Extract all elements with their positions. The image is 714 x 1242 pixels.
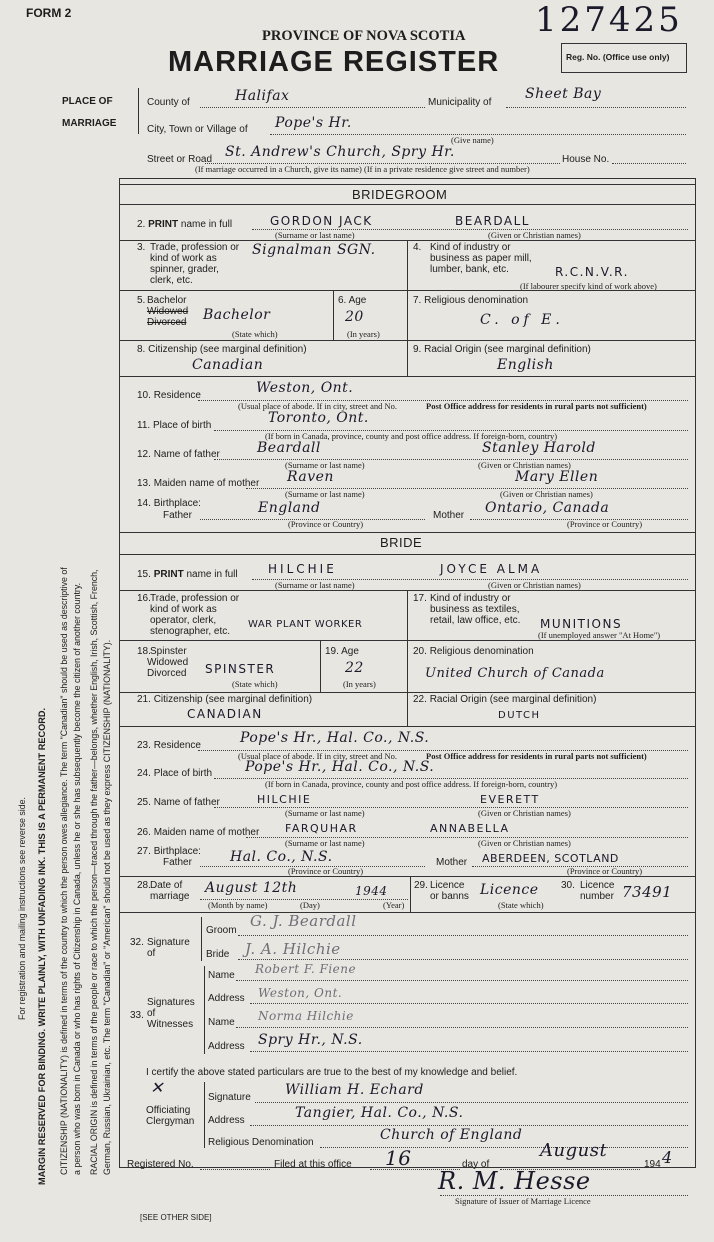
municipality-label: Municipality of [428,97,492,108]
groom-father-country-note: (Province or Country) [288,519,364,529]
issuer-note: Signature of Issuer of Marriage Licence [455,1196,591,1206]
groom-mother-country-note: (Province or Country) [567,519,643,529]
city-value: Pope's Hr. [275,115,352,131]
bride-industry: MUNITIONS [540,617,623,631]
clergy-denomination-label: Religious Denomination [208,1137,314,1148]
bride-mother-country-note: (Province or Country) [567,866,643,876]
bride-religion-label: Religious denomination [429,646,534,657]
clergy-address: Tangier, Hal. Co., N.S. [295,1105,464,1121]
registration-number: 127425 [535,0,683,40]
province-heading: PROVINCE OF NOVA SCOTIA [262,28,466,44]
bride-signature: J. A. Hilchie [245,940,341,958]
groom-mother-given-note: (Given or Christian names) [500,489,593,499]
item-32: 32. [130,937,144,948]
groom-birth-label: Place of birth [152,420,212,431]
bridegroom-heading: BRIDEGROOM [352,187,448,202]
residence-note: (Usual place of abode. If in city, street and No. [238,401,398,411]
licence-label: Licence or banns [430,880,469,902]
bride-widowed-label: Widowed [147,657,189,668]
witness1-address-label: Address [208,993,245,1004]
day-of-label: day of [462,1159,490,1170]
item-24: 24. [137,768,151,779]
bride-father-country-note: (Province or Country) [288,866,364,876]
marriage-date-label: Date of marriage [150,880,190,902]
item-7: 7. [413,295,422,306]
groom-citizenship-label: Citizenship (see marginal definition) [148,344,307,355]
groom-residence-label: Residence [153,390,201,401]
bride-father-birthplace: Hal. Co., N.S. [230,849,333,865]
item-33: 33. [130,1010,144,1021]
clergy-denomination: Church of England [380,1127,523,1143]
groom-father-surname: Beardall [257,440,321,456]
groom-age-label: Age [348,295,367,306]
bride-industry-label: Kind of industry or business as textiles, retail, law office, etc. [430,593,521,626]
groom-trade: Signalman SGN. [252,242,376,258]
groom-trade-label: Trade, profession or kind of work as spinner, grader, clerk, etc. [150,242,240,286]
groom-age: 20 [345,309,364,325]
marriage-year: 1944 [355,884,388,898]
groom-religion-label: Religious denomination [424,295,529,306]
bride-heading: BRIDE [380,535,423,550]
groom-status: Bachelor [203,307,271,323]
bride-birth-label: Place of birth [153,768,213,779]
witness2-address-label: Address [208,1041,245,1052]
bride-mother-surname: FARQUHAR [285,822,358,835]
groom-given-names: GORDON JACK [270,214,373,228]
groom-mother-word: Mother [433,510,465,521]
licence-or-banns: Licence [480,882,539,898]
groom-signature: G. J. Beardall [250,912,357,930]
groom-industry-label: Kind of industry or business as paper mill, lumber, bank, etc. [430,242,532,275]
registered-no-label: Registered No. [127,1159,194,1170]
licence-state-which: (State which) [498,900,544,910]
groom-surname: BEARDALL [455,214,530,228]
item-13: 13. [137,478,151,489]
groom-mother-label: Maiden name of mother [153,478,260,489]
item-21: 21. [137,694,151,705]
item-8: 8. [137,344,146,355]
witness1-name: Robert F. Fiene [255,962,357,976]
bride-age-label: Age [341,646,359,657]
clergy-mark: ✕ [150,1078,164,1097]
groom-industry: R.C.N.V.R. [555,265,629,279]
item-17: 17. [413,593,427,604]
item-6: 6. [338,295,347,306]
bride-mother-surname-note: (Surname or last name) [285,838,365,848]
bride-mother-word: Mother [436,857,468,868]
municipality-value: Sheet Bay [525,86,602,102]
groom-state-which: (State which) [232,329,278,339]
witness2-name-label: Name [208,1017,235,1028]
bride-father-surname: HILCHIE [257,793,312,806]
bride-divorced-label: Divorced [147,668,187,679]
give-name-note: (Give name) [451,135,494,145]
margin-definition-1: CITIZENSHIP (NATIONALITY) is defined in terms of the country to which the person owes allegiance. The term "Canadian" should be used as descriptive of [59,567,69,1175]
filed-month: August [540,1140,608,1161]
item-12: 12. [137,449,151,460]
bride-residence-label: Residence [153,740,201,751]
item-5: 5. [137,295,146,306]
bride-mother-birthplace: ABERDEEN, SCOTLAND [482,852,619,865]
groom-father-surname-note: (Surname or last name) [285,460,365,470]
city-label: City, Town or Village of [147,124,248,135]
margin-instruction-1: For registration and mailing instructions see reverse side. [17,797,27,1020]
item-25: 25. [137,797,151,808]
groom-print-label: PRINT [148,219,179,230]
item-23: 23. [137,740,151,751]
witness1-address: Weston, Ont. [258,986,343,1000]
bride-mother-label: Maiden name of mother [153,827,260,838]
bride-given-names: JOYCE ALMA [440,562,543,576]
filed-year-digit: 4 [662,1148,673,1167]
birth-note: (If born in Canada, province, county and post office address. If foreign-born, country) [265,431,558,441]
see-other-side: [SEE OTHER SIDE] [140,1213,212,1222]
marriage-month-day: August 12th [205,880,298,896]
groom-racial-origin: English [497,357,554,373]
street-label: Street or Road [147,154,213,165]
street-value: St. Andrew's Church, Spry Hr. [225,144,455,160]
bride-father-given-note: (Given or Christian names) [478,808,571,818]
reg-box-label: Reg. No. (Office use only) [566,52,670,62]
bride-status: SPINSTER [205,662,276,676]
item-14: 14. [137,498,151,509]
bride-residence-note: (Usual place of abode. If in city, street and No. [238,751,398,761]
item-30: 30. [561,880,575,891]
item-18: 18. [137,646,151,657]
item-22: 22. [413,694,427,705]
groom-name-label: name in full [180,219,233,230]
bride-birthplace: Pope's Hr., Hal. Co., N.S. [245,759,435,775]
groom-mother-given: Mary Ellen [515,469,599,485]
groom-sig-label: Groom [206,925,237,936]
margin-definition-4: German, Russian, Ukrainian, etc. The term "Canadian" or "American" should not be used as they express CITIZENSHIP (NATIONALITY). [102,639,112,1175]
certify-statement: I certify the above stated particulars are true to the best of my knowledge and belief. [146,1067,518,1078]
item-3: 3. [137,242,146,253]
year-note: (Year) [383,900,405,910]
item-29: 29. [414,880,428,891]
bride-father-word: Father [163,857,192,868]
item-26: 26. [137,827,151,838]
county-value: Halifax [235,88,290,104]
groom-father-given: Stanley Harold [482,440,596,456]
item-10: 10. [137,390,151,401]
day-note: (Day) [300,900,320,910]
page-title: MARRIAGE REGISTER [168,46,500,78]
bride-father-surname-note: (Surname or last name) [285,808,365,818]
item-15: 15. [137,569,151,580]
bride-sig-label: Bride [206,949,230,960]
witnesses-label: Signatures of Witnesses [147,997,195,1030]
filed-year-prefix: 194 [644,1159,661,1170]
filed-label: Filed at this office [274,1159,352,1170]
witness1-name-label: Name [208,970,235,981]
street-note: (If marriage occurred in a Church, give its name) (If in a private residence give street and number) [195,164,530,174]
item-11: 11. [137,420,151,431]
residence-note-b: Post Office address for residents in rural parts not sufficient) [426,401,647,411]
bride-father-label: Name of father [153,797,220,808]
bride-in-years: (In years) [343,679,376,689]
groom-mother-birthplace: Ontario, Canada [485,500,610,516]
groom-father-given-note: (Given or Christian names) [478,460,571,470]
groom-birthplace-label: Birthplace: [153,498,201,509]
filed-day: 16 [385,1146,412,1170]
bride-racial-label: Racial Origin (see marginal definition) [429,694,597,705]
issuer-signature: R. M. Hesse [438,1167,591,1195]
groom-father-word: Father [163,510,192,521]
licence-number-label: Licence number [580,880,615,902]
licence-number: 73491 [622,883,673,901]
item-27: 27. [137,846,151,857]
officiating-clergyman-label: Officiating Clergyman [146,1105,195,1127]
groom-citizenship: Canadian [192,357,264,373]
groom-mother-surname: Raven [287,469,334,485]
bride-trade-label: Trade, profession or kind of work as operator, clerk, stenographer, etc. [150,593,240,637]
bride-surname-note: (Surname or last name) [275,580,355,590]
groom-father-label: Name of father [153,449,220,460]
bride-birthplace-label: Birthplace: [153,846,201,857]
county-label: County of [147,97,190,108]
bride-state-which: (State which) [232,679,278,689]
spinster-label: Spinster [150,646,187,657]
margin-definition-2: a person who was born in Canada or who has rights of Citizenship in Canada, unless he or she has subsequently become the citizen of another country. [72,582,82,1175]
item-2: 2. [137,219,146,230]
bachelor-label: Bachelor [147,295,187,306]
clergy-address-label: Address [208,1115,245,1126]
form-number: FORM 2 [26,6,72,20]
groom-religion: C. of E. [480,312,564,328]
bride-mother-given-note: (Given or Christian names) [478,838,571,848]
bride-father-given: EVERETT [480,793,540,806]
bride-trade: WAR PLANT WORKER [248,619,363,630]
item-28: 28. [137,880,151,891]
groom-father-birthplace: England [258,500,321,516]
witness2-name: Norma Hilchie [258,1009,354,1023]
bride-mother-given: ANNABELLA [430,822,510,835]
groom-racial-label: Racial Origin (see marginal definition) [424,344,591,355]
groom-birthplace: Toronto, Ont. [268,410,369,426]
item-4: 4. [413,242,422,253]
month-note: (Month by name) [208,900,268,910]
unemployed-note: (If unemployed answer "At Home") [538,630,661,640]
bride-religion: United Church of Canada [425,666,605,681]
item-9: 9. [413,344,422,355]
house-no-label: House No. [562,154,610,165]
item-20: 20. [413,646,427,657]
groom-in-years: (In years) [347,329,380,339]
bride-residence-note-b: Post Office address for residents in rural parts not sufficient) [426,751,647,761]
bride-surname: HILCHIE [268,562,337,576]
witness2-address: Spry Hr., N.S. [258,1032,363,1048]
bride-residence: Pope's Hr., Hal. Co., N.S. [240,730,430,746]
divorced-label: Divorced [147,317,187,328]
bride-citizenship-label: Citizenship (see marginal definition) [153,694,313,705]
widowed-label: Widowed [147,306,189,317]
labourer-note: (If labourer specify kind of work above) [520,281,657,291]
margin-definition-3: RACIAL ORIGIN is defined in terms of the people or race to which the person—traced through the father—belongs, whether English, Irish, Scottish, French, [89,569,99,1175]
margin-instruction-2: MARGIN RESERVED FOR BINDING. WRITE PLAINLY, WITH UNFADING INK. THIS IS A PERMANENT RECORD. [37,707,47,1185]
bride-age: 22 [345,660,364,676]
marriage-label: MARRIAGE [62,118,117,129]
clergy-signature-label: Signature [208,1092,251,1103]
bride-print-label: PRINT [153,569,184,580]
bride-name-label: name in full [186,569,238,580]
groom-mother-surname-note: (Surname or last name) [285,489,365,499]
bride-citizenship: CANADIAN [187,707,263,721]
signature-of-label: Signature of [147,937,190,959]
place-of-label: PLACE OF [62,96,113,107]
clergy-signature: William H. Echard [285,1082,424,1098]
groom-surname-note: (Surname or last name) [275,230,355,240]
groom-given-note: (Given or Christian names) [488,230,581,240]
bride-racial-origin: DUTCH [498,710,541,721]
item-19: 19. [325,646,339,657]
bride-given-note: (Given or Christian names) [488,580,581,590]
bride-birth-note: (If born in Canada, province, county and post office address. If foreign-born, country) [265,779,558,789]
groom-residence: Weston, Ont. [256,380,354,396]
item-16: 16. [137,593,151,604]
